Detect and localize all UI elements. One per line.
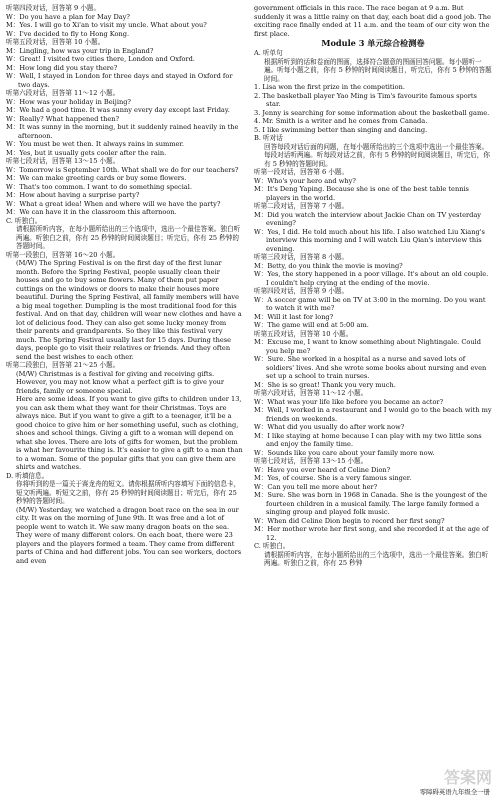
text-line: M：Yes. I will go to Xi'an to visit my uncle. What about you? (6, 21, 207, 29)
instruction-text: 你将听到的是一篇关于赛龙舟的短文。请你根据所听内容填写下面的信息卡，短文听两遍。听短文之前，你有 25 秒钟的时间阅读题目；听完后，你有 25 秒钟的答题时间。 (16, 480, 241, 505)
passage-text: (M/W) The Spring Festival is on the first day of the first lunar month. Before the Spring Festival, people usually clean their houses and go to buy some flowers. Many of them put paper cuttings on the windows or doors to make their houses more beautiful. During the Spring Festival, all family members will have a big meal together. Dumpling is the most traditional food for this festival. And on that day, children will wear new clothes and have a lot of delicious food. They can also get some lucky money from their parents and grandparents. So they like this festival very much. The Spring Festival usually last for 15 days. During these days, people go to visit their relatives or friends. And they often send the best wishes to each other. (16, 259, 242, 361)
text-line: W：A soccer game will be on TV at 3:00 in the morning. Do you want to watch it with me? (254, 295, 486, 312)
text-line: M：How about having a surprise party? (6, 191, 140, 199)
text-line: W：Sounds like you care about your family more now. (254, 448, 435, 457)
text-line: W：What did you usually do after work now? (254, 423, 405, 431)
text-line: M：She is so great! Thank you very much. (254, 380, 396, 389)
text-line: M：We can have it in the classroom this afternoon. (6, 208, 177, 216)
question-line: 1. Lisa won the first prize in the competition. (254, 83, 405, 91)
text-line: M：Well, I worked in a restaurant and I would go to the beach with my friends on weekends. (254, 406, 492, 423)
text-line: W：Do you have a plan for May Day? (6, 12, 130, 21)
text-line: 听第七段对话，回答第 13～15 小题。 (6, 157, 120, 165)
text-line: W：When did Celine Dion begin to record her first song? (254, 516, 445, 525)
page-footer: 零障碍英语九年级全一册 (419, 787, 490, 796)
text-line: W：The game will end at 5:00 am. (254, 321, 369, 329)
text-line: 听第五段对话，回答第 10 小题。 (6, 38, 105, 46)
text-line: W：How was your holiday in Beijing? (6, 97, 131, 106)
instruction-text: 根据所听到的话和卷面的图画，选择符合题意的图画回答问题。每小题听一遍。听每小题之前，你有 5 秒钟的时间阅读题目，听完后，你有 5 秒钟的答题时间。 (264, 57, 492, 83)
section-title: Module 3 单元综合检测卷 (321, 38, 425, 48)
text-line: W：I've decided to fly to Hong Kong. (6, 29, 130, 38)
text-line: M：I like staying at home because I can play with my two little sons and enjoy the family time. (254, 431, 482, 448)
section-heading: A. 听单句 (254, 49, 283, 57)
instruction-text: 请根据所听内容，在每小题所给出的三个选项中，选出一个最佳答案。独白听两遍。听独白之前，你有 25 秒钟的时间阅读题目；听完后，你有 25 秒钟的答题时间。 (16, 225, 241, 250)
text-line: 听第一段对话，回答第 6 小题。 (254, 168, 349, 176)
text-line: W：Have you ever heard of Celine Dion? (254, 465, 391, 474)
question-line: 4. Mr. Smith is a writer and he comes from Canada. (254, 117, 428, 125)
text-line: M：Sure. She was born in 1968 in Canada. She is the youngest of the fourteen children in a musical family. The large family formed a singing group and played folk music. (254, 491, 488, 516)
text-line: 听第七段对话，回答第 13～15 小题。 (254, 457, 368, 465)
text-line: M：It was sunny in the morning, but it suddenly rained heavily in the afternoon. (6, 123, 239, 140)
text-line: W：Sure. She worked in a hospital as a nurse and saved lots of soldiers' lives. And she wrote some books about nursing and even set up a school to train nurses. (254, 355, 487, 380)
text-line: W：That's too common. I want to do something special. (6, 182, 192, 191)
question-line: 2. The basketball player Yao Ming is Tim's favourite famous sports star. (254, 91, 477, 108)
question-line: 5. I like swimming better than singing and dancing. (254, 125, 428, 134)
text-line: 听第二段独白，回答第 21～25 小题。 (6, 361, 120, 369)
text-line: M：Did you watch the interview about Jackie Chan on TV yesterday evening? (254, 210, 481, 227)
passage-text: (M/W) Christmas is a festival for giving and receiving gifts. However, you may not know what a perfect gift is to give your friends, family or someone special. (16, 369, 225, 395)
text-line: M：We had a good time. It was sunny every day except last Friday. (6, 106, 230, 114)
text-line: W：Yes, I did. He told much about his life. I also watched Liu Xiang's interview this morning and I will watch Liu Qian's interview this evening. (254, 227, 485, 253)
watermark-logo: 答案网 (443, 768, 492, 787)
text-line: W：Can you tell me more about her? (254, 482, 378, 491)
passage-text: (M/W) Yesterday, we watched a dragon boat race on the sea in our city. It was on the morning of June 9th. It was free and a lot of people went to watch it. We saw many dragon boats on the sea. They were of many different colors. On each boat, there were 23 players and the players formed a team. They came from different parts of China and had different jobs. You can see workers, doctors and even (16, 505, 242, 565)
text-line: W：What was your life like before you became an actor? (254, 397, 444, 406)
section-heading: C. 听独白。 (6, 216, 42, 225)
section-heading: D. 听填信息。 (6, 471, 49, 480)
instruction-text: 请根据所听内容，在每小题所给出的三个选项中，选出一个最佳答案。独白听两遍。听独白之前，你有 25 秒钟 (264, 550, 489, 567)
text-line: W：What a great idea! When and where will we have the party? (6, 199, 221, 208)
text-line: 听第四段对话，回答第 9 小题。 (254, 287, 349, 295)
text-line: W：Tomorrow is September 10th. What shall we do for our teachers? (6, 165, 239, 174)
text-line: M：It's Deng Yaping. Because she is one of the best table tennis players in the world. (254, 185, 469, 202)
text-line: 听第三段对话，回答第 8 小题。 (254, 253, 349, 261)
text-line: M：Will it last for long? (254, 312, 334, 321)
text-line: M：Excuse me, I want to know something about Nightingale. Could you help me? (254, 338, 481, 355)
text-line: W：Really? What happened then? (6, 114, 120, 123)
text-line: 听第五段对话，回答第 10 小题。 (254, 329, 353, 338)
text-line: W：You must be wet then. It always rains in summer. (6, 140, 184, 148)
right-column (254, 4, 492, 778)
text-line: W：Yes, the story happened in a poor village. It's about an old couple. I couldn't help crying at the ending of the movie. (254, 270, 489, 287)
instruction-text: 回答每段对话后面的问题，在每小题所给出的三个选项中选出一个最佳答案。每段对话听两遍。听每段对话之前，你有 5 秒钟的时间阅读题目，听完后，你有 5 秒钟的答题时间。 (264, 142, 490, 168)
text-line: M：Lingling, how was your trip in England? (6, 46, 154, 55)
text-line: 听第六段对话，回答第 11～12 小题。 (6, 89, 120, 97)
text-line: M：Betty, do you think the movie is moving? (254, 261, 403, 270)
left-column (6, 4, 244, 778)
question-line: 3. Jenny is searching for some information about the basketball game. (254, 108, 490, 117)
text-line: M：Yes, but it usually gets cooler after the rain. (6, 148, 167, 157)
text-line: M：How long did you stay there? (6, 63, 118, 72)
section-heading: B. 听对话 (254, 134, 283, 142)
text-line: 听第六段对话，回答第 11～12 小题。 (254, 389, 368, 397)
text-line: M：We can make greeting cards or buy some flowers. (6, 174, 187, 182)
section-heading: C. 听独白。 (254, 542, 290, 550)
text-line: W：Well, I stayed in London for three days and stayed in Oxford for two days. (6, 72, 233, 89)
text-line: W：Great! I visited two cities there, London and Oxford. (6, 55, 195, 63)
text-line: W：Who's your hero and why? (254, 176, 356, 185)
passage-text: government officials in this race. The race began at 9 a.m. But suddenly it was a little rainy on that day, each boat did a good job. The exciting race finally ended at 11 a.m. and the team of our city won the first place. (254, 4, 491, 38)
text-line: M：Her mother wrote her first song, and she recorded it at the age of 12. (254, 525, 489, 542)
text-line: 听第四段对话，回答第 9 小题。 (6, 4, 101, 12)
passage-text: Here are some ideas. If you want to give gifts to children under 13, you can ask them what they want for their Christmas. Toys are always nice. But if you want to give a gift to a teenager, it'll be a good choice to give him or her something useful, such as clothing, shoes and school things. Giving a gift to a woman will depend on what she loves. There are lots of gifts for women, but the problem is what her favourite thing is. It's easier to give a gift to a man than to a woman. Some of the popular gifts that you can give them are shirts and watches. (16, 395, 243, 471)
text-line: 听第一段独白，回答第 16～20 小题。 (6, 250, 120, 259)
text-line: 听第二段对话，回答第 7 小题。 (254, 202, 349, 210)
text-line: M：Yes, of course. She is a very famous singer. (254, 474, 412, 482)
